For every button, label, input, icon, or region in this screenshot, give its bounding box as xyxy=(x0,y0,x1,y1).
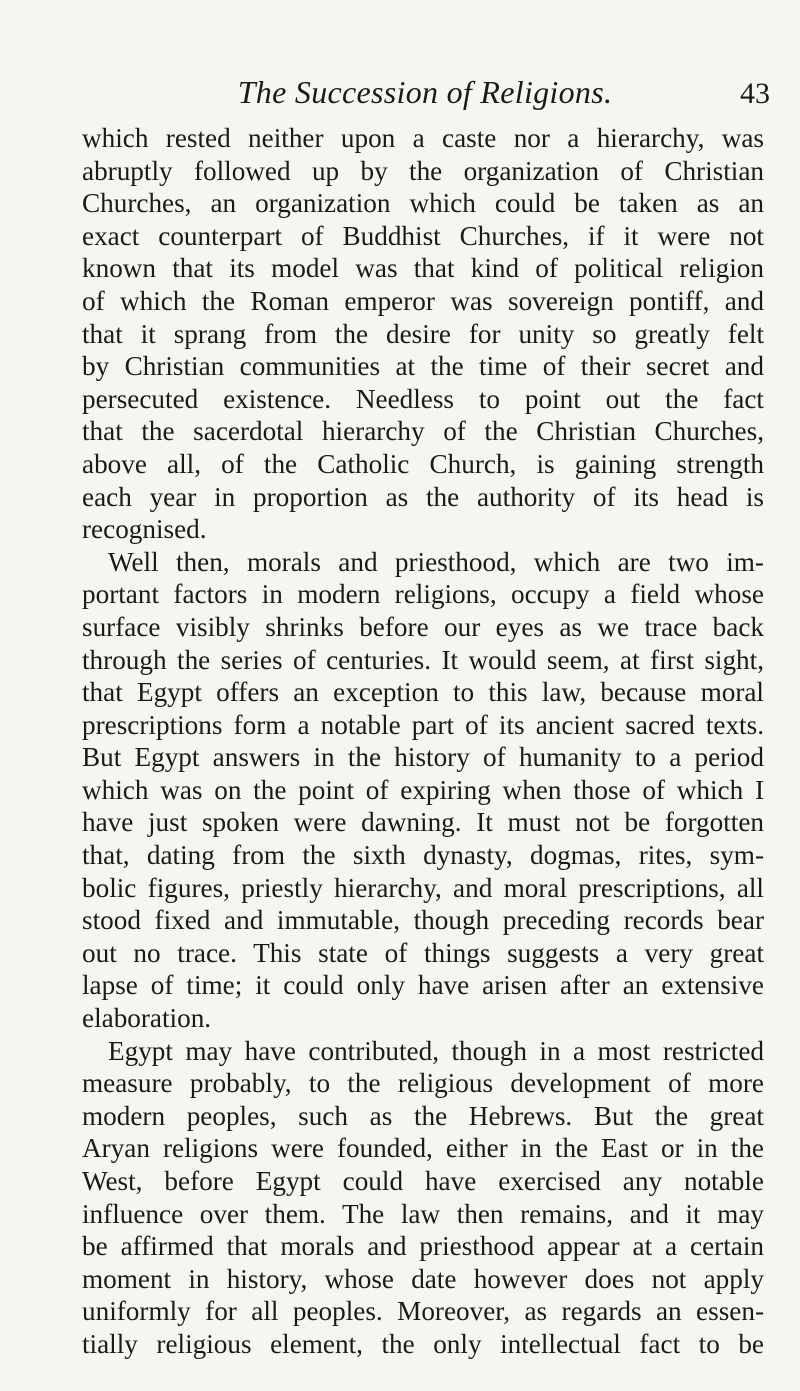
text-line: Well then, morals and priesthood, which are two im- xyxy=(108,546,764,577)
text-line: exact counterpart of Buddhist Churches, if it were not xyxy=(82,220,764,251)
text-line: moment in history, whose date however does not apply xyxy=(82,1263,764,1294)
text-line: that it sprang from the desire for unity so greatly felt xyxy=(82,318,764,349)
text-line: which was on the point of expiring when those of which I xyxy=(82,774,764,805)
body-text xyxy=(82,122,764,1361)
text-line: stood fixed and immutable, though preceding records bear xyxy=(82,905,764,936)
running-title: The Succession of Religions. xyxy=(237,74,613,110)
text-line: known that its model was that kind of political religion xyxy=(82,253,764,284)
text-line: that the sacerdotal hierarchy of the Christian Churches, xyxy=(82,416,764,447)
page-header xyxy=(80,70,770,120)
text-line: portant factors in modern religions, occupy a field whose xyxy=(82,579,764,610)
text-line: that, dating from the sixth dynasty, dogmas, rites, sym- xyxy=(82,840,764,871)
text-line: Churches, an organization which could be taken as an xyxy=(82,188,764,219)
text-line: Aryan religions were founded, either in the East or in the xyxy=(82,1133,764,1164)
text-line: abruptly followed up by the organization of Christian xyxy=(82,155,764,186)
text-line: elaboration. xyxy=(82,1003,212,1034)
text-line: But Egypt answers in the history of humanity to a period xyxy=(82,742,764,773)
text-line: modern peoples, such as the Hebrews. But the great xyxy=(82,1100,764,1131)
text-line: persecuted existence. Needless to point out the fact xyxy=(82,383,764,414)
text-line: be affirmed that morals and priesthood appear at a certain xyxy=(82,1231,764,1262)
text-line: surface visibly shrinks before our eyes as we trace back xyxy=(82,611,764,642)
text-line: measure probably, to the religious development of more xyxy=(82,1068,764,1099)
text-line: out no trace. This state of things suggests a very great xyxy=(82,937,764,968)
text-line: have just spoken were dawning. It must not be forgotten xyxy=(82,807,764,838)
text-line: each year in proportion as the authority of its head is xyxy=(82,481,764,512)
text-line: uniformly for all peoples. Moreover, as regards an essen- xyxy=(82,1296,764,1327)
text-line: of which the Roman emperor was sovereign pontiff, and xyxy=(82,285,764,316)
text-line: by Christian communities at the time of their secret and xyxy=(82,351,764,382)
text-line: influence over them. The law then remains, and it may xyxy=(82,1198,764,1229)
text-line: Egypt may have contributed, though in a most restricted xyxy=(108,1035,764,1066)
text-line: lapse of time; it could only have arisen after an extensive xyxy=(82,970,764,1001)
text-line: prescriptions form a notable part of its ancient sacred texts. xyxy=(82,709,764,740)
text-line: which rested neither upon a caste nor a hierarchy, was xyxy=(82,123,764,153)
text-line: that Egypt offers an exception to this law, because moral xyxy=(82,677,764,708)
text-line: tially religious element, the only intellectual fact to be xyxy=(82,1328,764,1359)
text-line: recognised. xyxy=(82,514,207,545)
text-line: through the series of centuries. It would seem, at first sight, xyxy=(82,644,764,675)
text-line: above all, of the Catholic Church, is gaining strength xyxy=(82,448,764,479)
page-number: 43 xyxy=(740,77,770,110)
text-line: West, before Egypt could have exercised any notable xyxy=(82,1166,764,1196)
text-line: bolic figures, priestly hierarchy, and moral prescriptions, all xyxy=(82,872,764,903)
